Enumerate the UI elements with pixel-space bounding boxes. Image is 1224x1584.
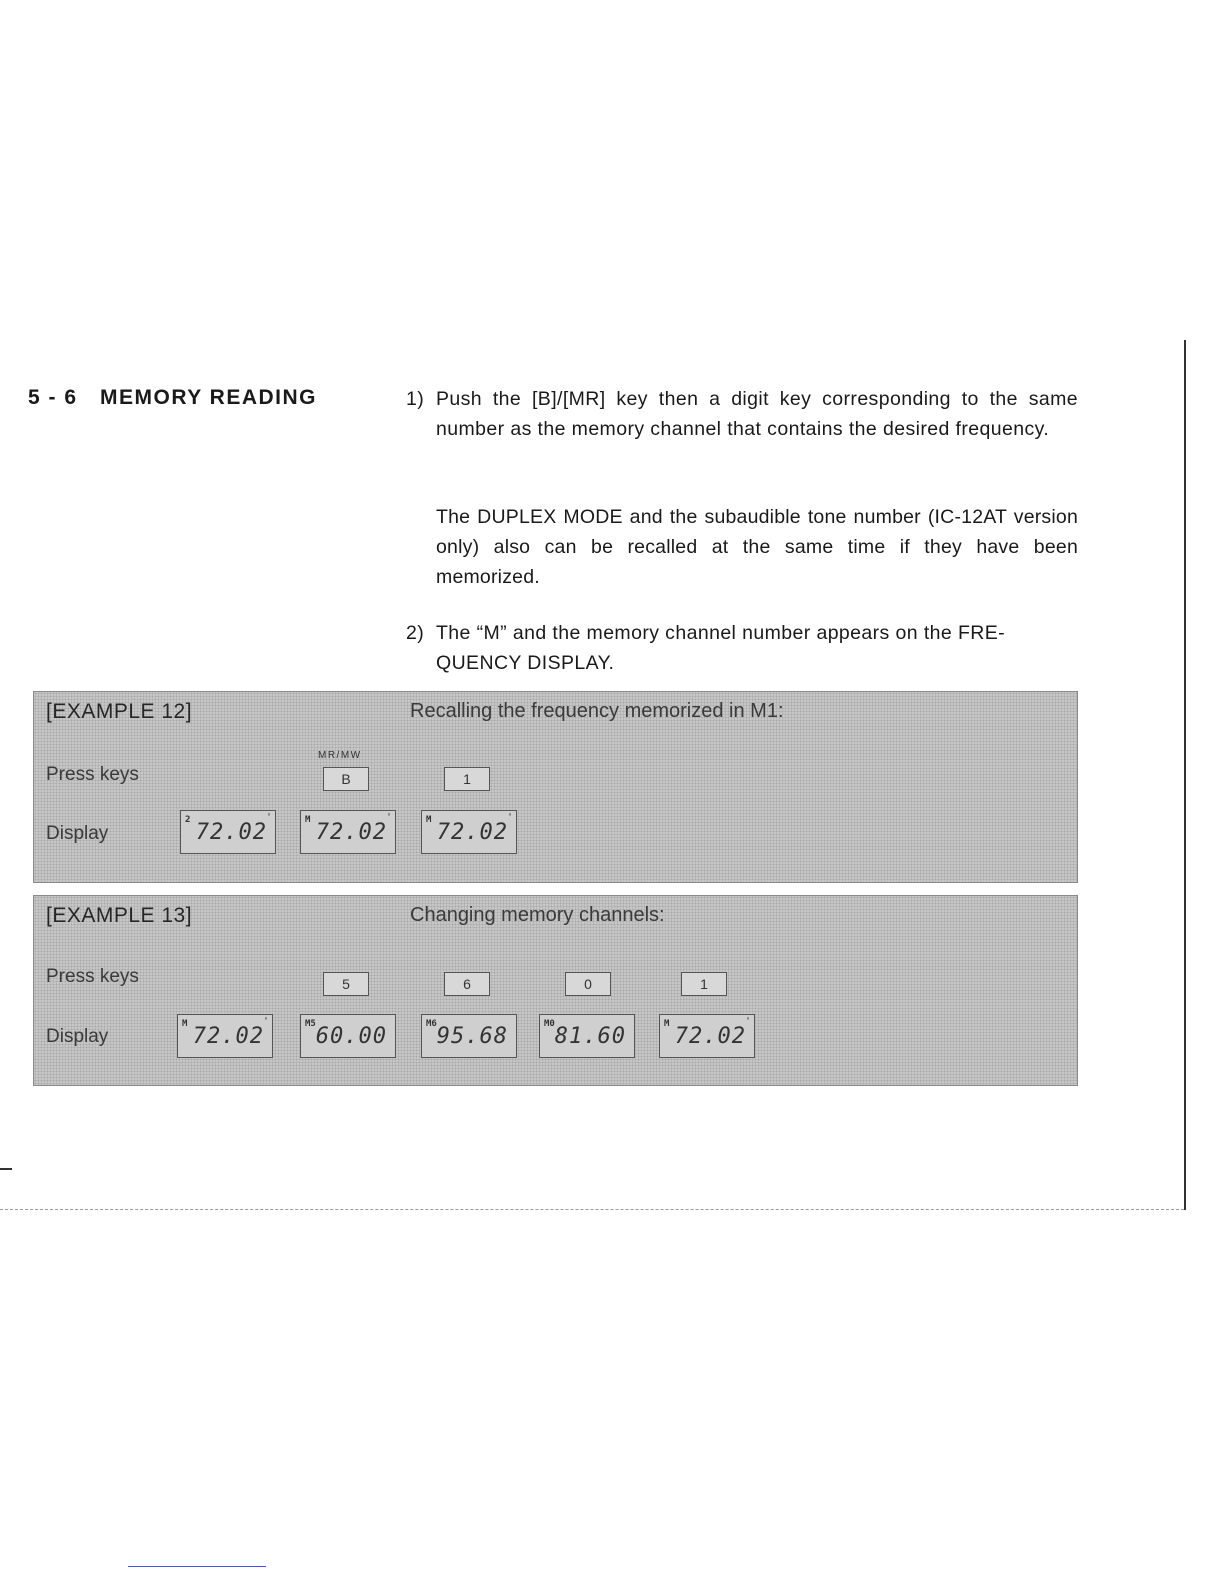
note-paragraph: The DUPLEX MODE and the subaudible tone number (IC-12AT version only) also can be recalled at the same time if they have been memorized. xyxy=(436,506,1078,588)
key-1[interactable]: 1 xyxy=(444,767,490,791)
footer-line xyxy=(128,1566,266,1567)
example-13-caption: Changing memory channels: xyxy=(410,904,665,926)
lcd-frequency: 95.68 xyxy=(436,1024,508,1049)
example-13-label: [EXAMPLE 13] xyxy=(46,904,193,927)
section-number: 5 - 6 xyxy=(28,386,78,409)
lcd-display: 2 72.02 ' xyxy=(180,810,276,854)
lcd-frequency: 60.00 xyxy=(315,1024,387,1049)
step-1 xyxy=(406,384,1078,444)
lcd-display: M 72.02 ' xyxy=(300,810,396,854)
key-b[interactable]: B xyxy=(323,767,369,791)
display-label: Display xyxy=(46,1026,109,1047)
lcd-display: M 72.02 ' xyxy=(177,1014,273,1058)
key-sublabel: MR/MW xyxy=(318,750,362,761)
lcd-indicator: M xyxy=(182,1019,188,1029)
lcd-frequency: 72.02 xyxy=(436,820,508,845)
lcd-display xyxy=(300,1014,396,1058)
lcd-display xyxy=(421,1014,517,1058)
display-label: Display xyxy=(46,823,109,844)
lcd-display xyxy=(539,1014,635,1058)
step-1-number: 1) xyxy=(406,388,425,410)
lcd-display: M 72.02 ' xyxy=(421,810,517,854)
example-12-label: [EXAMPLE 12] xyxy=(46,700,193,723)
lcd-frequency: 72.02 xyxy=(195,820,267,845)
example-12-panel xyxy=(33,691,1078,883)
lcd-frequency: 72.02 xyxy=(315,820,387,845)
lcd-indicator: M6 xyxy=(426,1019,437,1029)
bottom-divider xyxy=(0,1209,1184,1210)
lcd-display: M 72.02 ' xyxy=(659,1014,755,1058)
step-2-text: The “M” and the memory channel number appears on the FRE- QUENCY DISPLAY. xyxy=(436,622,1006,674)
key-0[interactable]: 0 xyxy=(565,972,611,996)
lcd-indicator: M5 xyxy=(305,1019,316,1029)
section-heading xyxy=(28,386,317,410)
lcd-indicator: M xyxy=(664,1019,670,1029)
lcd-frequency: 72.02 xyxy=(192,1024,264,1049)
example-13-panel xyxy=(33,895,1078,1086)
lcd-indicator: M xyxy=(426,815,432,825)
section-title: MEMORY READING xyxy=(100,386,318,409)
example-12-caption: Recalling the frequency memorized in M1: xyxy=(410,700,784,722)
left-margin-dash xyxy=(0,1168,12,1170)
lcd-indicator: 2 xyxy=(185,815,191,825)
key-6[interactable]: 6 xyxy=(444,972,490,996)
step-2 xyxy=(406,618,1078,678)
lcd-frequency: 81.60 xyxy=(554,1024,626,1049)
step-1-text: Push the [B]/[MR] key then a digit key corresponding to the same number as the memory channel that contains the desired frequency. xyxy=(436,388,1078,440)
press-keys-label: Press keys xyxy=(46,966,139,987)
right-margin-rule xyxy=(1184,340,1186,1210)
key-1[interactable]: 1 xyxy=(681,972,727,996)
lcd-indicator: M xyxy=(305,815,311,825)
step-2-number: 2) xyxy=(406,622,425,644)
key-5[interactable]: 5 xyxy=(323,972,369,996)
lcd-indicator: M0 xyxy=(544,1019,555,1029)
press-keys-label: Press keys xyxy=(46,764,139,785)
lcd-frequency: 72.02 xyxy=(674,1024,746,1049)
